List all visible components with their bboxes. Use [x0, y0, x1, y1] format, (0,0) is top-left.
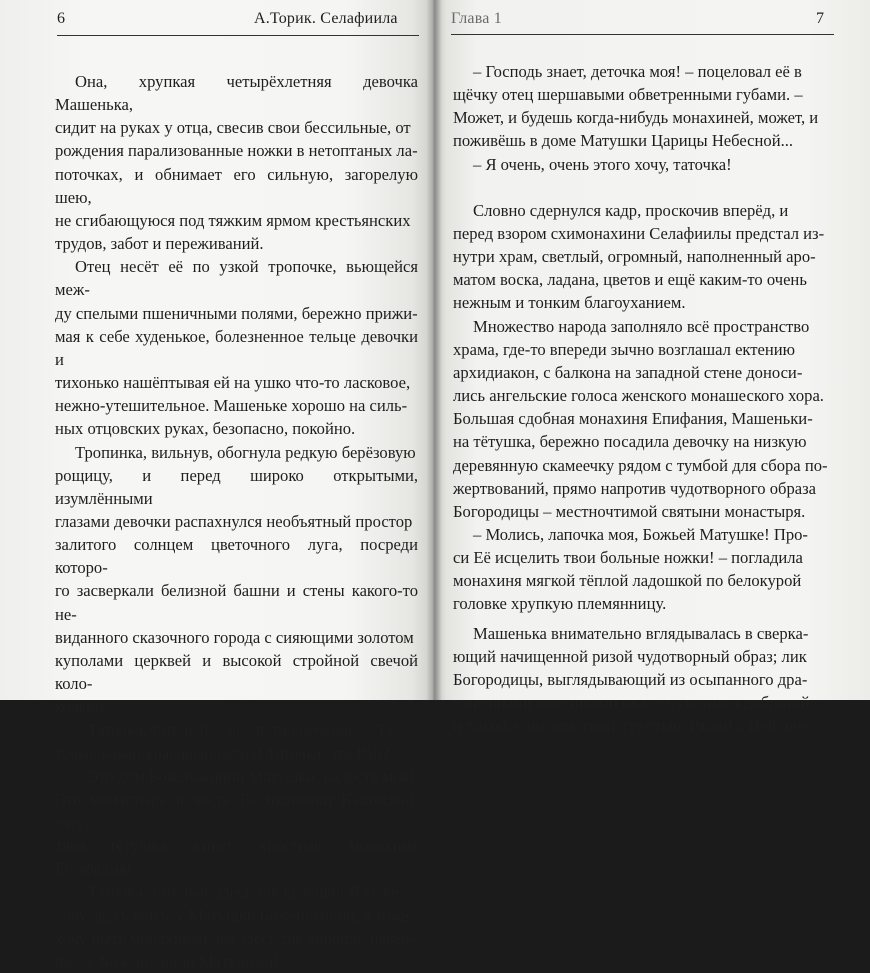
- right-page: [433, 0, 870, 736]
- paragraph: – Господь знает, деточка моя! – поцеловал её в щёчку отец шершавыми обветренными губами. – Может, и будешь когда-нибудь монахиней, может, и поживёшь в доме Матушки Царицы Небесной...: [453, 62, 819, 151]
- paragraph: – Таточка, таточка! Здесь так красиво! Я тоже хочу здесь жить, у Матушки Боженькиной, я тоже хочу быть монахиней, им здесь так хорошо, навер- ное, с Боженькиной Матушкой!: [55, 882, 415, 971]
- left-page-body: [55, 70, 418, 973]
- right-page-body: [453, 60, 835, 737]
- header-rule-left: [57, 35, 419, 36]
- paragraph: Тропинка, вильнув, обогнула редкую берёзовую рощицу, и перед широко открытыми, изумлёнными глазами девочки распахнулся необъятный простор залитого солнцем цветочного луга, посреди которо- го засверкали белизной башни и стены какого-то не- виданного сказочного города с сияющими золотом куполами церквей и высокой стройной свечой коло- кольни.: [55, 442, 418, 717]
- paragraph: – Таточка, таточка! – залепетал ребёнок. – Та- точка, какой красивый город! Таточка, это Рай?: [55, 720, 400, 763]
- page-number-left: 6: [57, 10, 66, 27]
- running-title-left: А.Торик. Селафиила: [254, 10, 398, 27]
- paragraph: Она, хрупкая четырёхлетняя девочка Машенька, сидит на руках у отца, свесив свои бессильные, от рождения парализованные ножки в нетоптаных ла- поточках, и обнимает его сильную, загорелую шею, не сгибающуюся под тяжким ярмом крестьянских трудов, забот и переживаний.: [55, 72, 418, 254]
- left-page: [0, 0, 433, 971]
- paragraph: Словно сдернулся кадр, проскочив вперёд, и перед взором схимонахини Селафиилы предстал из- нутри храм, светлый, огромный, наполненный аро- матом воска, ладана, цветов и ещё каким-то очень нежным и тонким благоуханием.: [453, 200, 825, 313]
- running-title-right: Глава 1: [451, 10, 502, 27]
- paragraph: Множество народа заполняло всё пространство храма, где-то впереди зычно возглашал ектению архидиакон, с балкона на западной стене доноси- лись ангельские голоса женского монашеского хора. Большая сдобная монахиня Епифания, Машеньки- на тётушка, бережно посадила девочку на низкую деревянную скамеечку рядом с тумбой для сбора по- жертвований, прямо напротив чудотворного образа Богородицы – местночтимой святыни монастыря.: [453, 316, 828, 521]
- paragraph: – Это дом Боженькиной Матушки, радость моя! Это монастырь в честь Её иконочки Казанской, здесь твоя тётушка живёт, крёстная, монахиня Епифания!: [55, 766, 418, 879]
- paragraph: Отец несёт её по узкой тропочке, вьющейся меж- ду спелыми пшеничными полями, бережно прижи- мая к себе худенькое, болезненное тельце девочки и тихонько нашёптывая ей на ушко что-то ласковое, нежно-утешительное. Машеньке хорошо на силь- ных отцовских руках, безопасно, покойно.: [55, 257, 418, 439]
- paragraph: Машенька внимательно вглядывалась в сверка- ющий начищенной ризой чудотворный образ; лик Богородицы, выглядывающий из осыпанного дра- гоценными камушками оклада, светился добротой и тихой, едва заметной, грустью. Рядом с Ней, оче-: [453, 623, 814, 736]
- page-number-right: 7: [816, 10, 825, 27]
- paragraph: – Молись, лапочка моя, Божьей Матушке! Про- си Её исцелить твои больные ножки! – погладила монахиня мягкой тёплой ладошкой по белокурой головке хрупкую племянницу.: [453, 524, 808, 614]
- paragraph: – Я очень, очень этого хочу, таточка!: [473, 154, 732, 174]
- header-rule-right: [451, 34, 834, 35]
